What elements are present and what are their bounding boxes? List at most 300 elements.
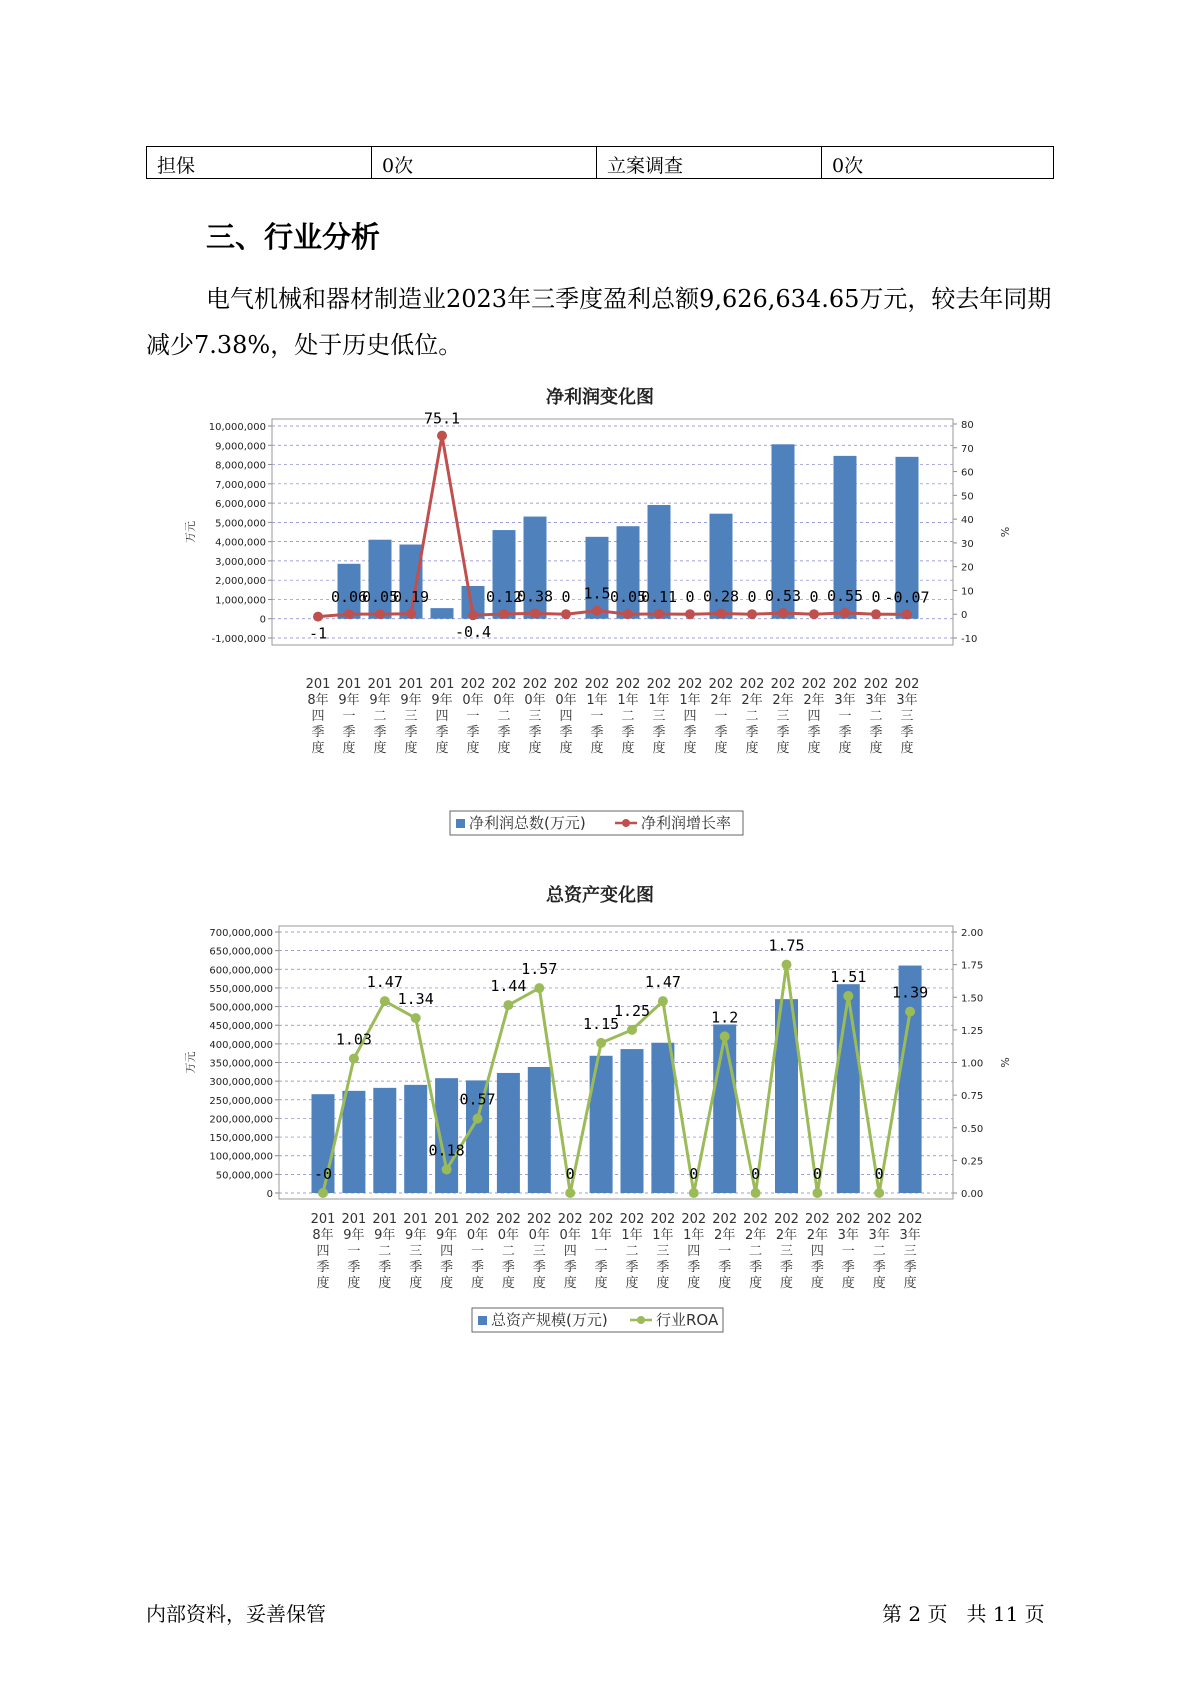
y-tick-label: 450,000,000: [209, 1021, 273, 1033]
y-tick-label: 1,000,000: [215, 595, 266, 607]
y2-tick-label: 60: [961, 467, 974, 479]
legend-bar-swatch: [478, 1316, 487, 1325]
net-profit-chart: [180, 385, 1040, 845]
x-tick-label: 度: [869, 741, 883, 756]
x-tick-label: 9年: [343, 1228, 365, 1243]
x-tick-label: 2年: [741, 693, 763, 708]
x-tick-label: 202: [522, 677, 548, 692]
x-tick-label: 202: [465, 1212, 490, 1227]
x-tick-label: 三: [779, 1244, 794, 1259]
data-label: 75.1: [423, 409, 461, 428]
x-tick-label: 9年: [400, 693, 422, 708]
table-cell: 担保: [147, 147, 372, 179]
x-tick-label: 季: [347, 1260, 361, 1275]
x-tick-label: 度: [749, 1276, 763, 1291]
x-tick-label: 度: [900, 741, 914, 756]
x-tick-label: 一: [470, 1244, 485, 1259]
y-tick-label: 700,000,000: [209, 928, 273, 939]
y2-axis-label: %: [998, 1057, 1011, 1068]
x-tick-label: 二: [745, 709, 759, 724]
legend-label: 总资产规模(万元): [491, 1311, 608, 1329]
table-cell: 0次: [372, 147, 597, 179]
x-tick-label: 季: [470, 1260, 485, 1275]
line-point: [318, 1188, 328, 1198]
data-label: 0: [871, 588, 881, 607]
x-tick-label: 季: [652, 725, 666, 740]
line-point: [782, 960, 792, 970]
analysis-paragraph: 电气机械和器材制造业2023年三季度盈利总额9,626,634.65万元，较去年同期减少7.38%，处于历史低位。: [146, 285, 1052, 359]
data-label: 1.34: [397, 990, 434, 1009]
line-point: [344, 609, 354, 619]
x-tick-label: 0年: [555, 693, 577, 708]
line-point: [654, 609, 664, 619]
data-label: 1.47: [644, 973, 681, 992]
x-tick-label: 三: [528, 709, 542, 724]
x-tick-label: 201: [372, 1212, 398, 1227]
bar: [528, 1067, 551, 1193]
y-tick-label: -1,000,000: [211, 634, 266, 645]
x-tick-label: 度: [563, 1276, 577, 1291]
y2-tick-label: 20: [961, 562, 974, 574]
x-tick-label: 三: [652, 709, 666, 724]
y-tick-label: 0: [259, 614, 266, 626]
y2-tick-label: 50: [961, 491, 974, 503]
data-label: 0: [874, 1165, 884, 1183]
line-point: [658, 996, 668, 1006]
x-tick-label: 一: [718, 1244, 732, 1259]
section-title: 三、行业分析: [206, 220, 381, 254]
line-point: [623, 609, 633, 619]
x-tick-label: 四: [807, 709, 821, 724]
y-tick-label: 8,000,000: [215, 460, 266, 472]
bar: [497, 1073, 520, 1193]
x-tick-label: 202: [770, 677, 796, 692]
x-tick-label: 202: [650, 1212, 676, 1227]
y2-tick-label: 1.25: [961, 1025, 984, 1037]
legend-label: 净利润增长率: [641, 814, 732, 832]
y-tick-label: 300,000,000: [209, 1077, 273, 1089]
x-tick-label: 季: [621, 725, 635, 740]
data-label: 1.15: [583, 1014, 620, 1033]
line-point: [561, 609, 571, 619]
x-tick-label: 季: [903, 1260, 917, 1275]
x-tick-label: 三: [532, 1244, 546, 1259]
x-tick-label: 季: [311, 725, 325, 740]
line-point: [380, 996, 390, 1006]
x-tick-label: 季: [869, 725, 883, 740]
y2-tick-label: 1.00: [961, 1058, 984, 1070]
x-tick-label: 度: [559, 741, 573, 756]
x-tick-label: 2年: [803, 693, 825, 708]
footer-confidential-note: 内部资料，妥善保管: [146, 1602, 326, 1626]
x-tick-label: 度: [625, 1276, 639, 1291]
data-label: 1.44: [490, 977, 527, 996]
x-tick-label: 202: [743, 1212, 769, 1227]
data-label: 0.05: [361, 588, 399, 607]
x-tick-label: 季: [501, 1260, 515, 1275]
y-tick-label: 3,000,000: [215, 556, 266, 568]
data-label: 1.03: [335, 1030, 372, 1049]
y-tick-label: 350,000,000: [209, 1058, 273, 1070]
x-tick-label: 季: [316, 1260, 330, 1275]
x-tick-label: 201: [336, 677, 362, 692]
x-tick-label: 季: [590, 725, 604, 740]
line-point: [313, 612, 323, 622]
data-label: 1.57: [521, 960, 558, 979]
x-tick-label: 度: [373, 741, 387, 756]
x-tick-label: 202: [804, 1212, 830, 1227]
x-tick-label: 三: [409, 1244, 423, 1259]
x-tick-label: 度: [311, 741, 325, 756]
data-label: -0.07: [884, 588, 930, 607]
x-tick-label: 季: [563, 1260, 577, 1275]
x-tick-label: 2年: [775, 1228, 798, 1243]
x-tick-label: 201: [429, 677, 455, 692]
x-tick-label: 季: [749, 1260, 763, 1275]
data-label: 0: [812, 1165, 822, 1183]
data-label: 1.5: [583, 584, 611, 603]
x-tick-label: 9年: [369, 693, 391, 708]
x-tick-label: 9年: [374, 1228, 396, 1243]
x-tick-label: 季: [528, 725, 542, 740]
x-tick-label: 度: [466, 741, 480, 756]
x-tick-label: 1年: [621, 1228, 643, 1243]
data-label: -0: [313, 1165, 333, 1183]
x-tick-label: 8年: [312, 1228, 334, 1243]
x-tick-label: 0年: [497, 1228, 520, 1243]
x-tick-label: 度: [683, 741, 697, 756]
x-tick-label: 1年: [648, 693, 670, 708]
x-tick-label: 度: [435, 741, 449, 756]
x-tick-label: 季: [683, 725, 697, 740]
x-tick-label: 四: [810, 1244, 824, 1259]
x-tick-label: 二: [872, 1244, 886, 1259]
footer-page-number: 第 2 页 共 11 页: [882, 1602, 1045, 1626]
x-tick-label: 季: [718, 1260, 732, 1275]
line-point: [902, 609, 912, 619]
line-point: [716, 609, 726, 619]
line-point: [905, 1007, 915, 1017]
data-label: 0.12: [485, 587, 523, 606]
data-label: 0.53: [764, 586, 802, 605]
x-tick-label: 202: [801, 677, 827, 692]
x-tick-label: 202: [557, 1212, 583, 1227]
x-tick-label: 1年: [590, 1228, 612, 1243]
line-point: [406, 609, 416, 619]
y2-tick-label: 0.00: [961, 1189, 984, 1200]
x-tick-label: 季: [342, 725, 356, 740]
x-tick-label: 度: [810, 1276, 824, 1291]
line-point: [473, 1114, 483, 1124]
x-tick-label: 度: [807, 741, 821, 756]
y-tick-label: 200,000,000: [209, 1114, 273, 1126]
x-tick-label: 1年: [617, 693, 639, 708]
x-tick-label: 三: [656, 1244, 670, 1259]
table-row: [147, 147, 1054, 179]
x-tick-label: 一: [590, 709, 604, 724]
y2-tick-label: 0.75: [961, 1091, 984, 1103]
line-point: [437, 431, 447, 441]
line-point: [534, 983, 544, 993]
data-label: -0.4: [454, 623, 492, 642]
line-point: [720, 1031, 730, 1041]
x-tick-label: 三: [900, 709, 914, 724]
y-tick-label: 0: [266, 1189, 273, 1200]
x-tick-label: 二: [621, 709, 635, 724]
x-tick-label: 3年: [865, 693, 887, 708]
x-tick-label: 0年: [528, 1228, 550, 1243]
x-tick-label: 202: [712, 1212, 738, 1227]
line-point: [596, 1038, 606, 1048]
y-tick-label: 650,000,000: [209, 946, 273, 958]
x-tick-label: 201: [434, 1212, 460, 1227]
x-tick-label: 201: [310, 1212, 336, 1227]
x-tick-label: 202: [588, 1212, 614, 1227]
x-tick-label: 季: [779, 1260, 794, 1275]
x-tick-label: 0年: [466, 1228, 489, 1243]
x-tick-label: 一: [841, 1244, 855, 1259]
line-point: [627, 1025, 637, 1035]
x-tick-label: 一: [342, 709, 356, 724]
x-tick-label: 202: [863, 677, 889, 692]
y2-tick-label: -10: [961, 634, 978, 645]
x-tick-label: 度: [838, 741, 852, 756]
data-label: 0.38: [516, 587, 554, 606]
x-tick-label: 度: [590, 741, 604, 756]
x-tick-label: 四: [683, 709, 697, 724]
bar: [837, 984, 860, 1193]
line-point: [689, 1188, 699, 1198]
x-tick-label: 二: [373, 709, 387, 724]
line-point: [874, 1188, 884, 1198]
y-tick-label: 550,000,000: [209, 983, 273, 995]
line-point: [747, 609, 757, 619]
x-tick-label: 一: [714, 709, 728, 724]
x-tick-label: 四: [440, 1244, 454, 1259]
x-tick-label: 201: [403, 1212, 429, 1227]
y-tick-label: 600,000,000: [209, 965, 273, 977]
y-tick-label: 500,000,000: [209, 1002, 273, 1014]
line-point: [871, 609, 881, 619]
line-point: [843, 991, 853, 1001]
x-tick-label: 季: [559, 725, 573, 740]
y-tick-label: 6,000,000: [215, 499, 266, 511]
line-point: [812, 1188, 822, 1198]
x-tick-label: 度: [718, 1276, 732, 1291]
x-tick-label: 1年: [679, 693, 701, 708]
x-tick-label: 3年: [834, 693, 856, 708]
x-tick-label: 202: [619, 1212, 645, 1227]
x-tick-label: 季: [810, 1260, 824, 1275]
data-label: 0: [751, 1165, 761, 1183]
bar: [373, 1088, 396, 1193]
x-tick-label: 202: [491, 677, 517, 692]
line-point: [499, 609, 509, 619]
y-tick-label: 10,000,000: [208, 422, 266, 433]
data-label: 0.57: [459, 1090, 496, 1109]
x-tick-label: 三: [776, 709, 790, 724]
x-tick-label: 202: [835, 1212, 861, 1227]
x-tick-label: 季: [409, 1260, 423, 1275]
line-point: [468, 610, 478, 620]
x-tick-label: 202: [866, 1212, 892, 1227]
x-tick-label: 度: [316, 1276, 330, 1291]
x-tick-label: 度: [903, 1276, 917, 1291]
data-label: 0.28: [702, 587, 740, 606]
x-tick-label: 202: [708, 677, 734, 692]
line-point: [751, 1188, 761, 1198]
x-tick-label: 四: [559, 709, 573, 724]
x-tick-label: 2年: [744, 1228, 767, 1243]
x-tick-label: 四: [311, 709, 325, 724]
line-point: [565, 1188, 575, 1198]
line-point: [375, 609, 385, 619]
data-label: -1: [308, 624, 328, 643]
x-tick-label: 季: [745, 725, 759, 740]
data-label: 0: [747, 588, 757, 607]
data-label: 1.47: [366, 973, 403, 992]
y2-tick-label: 40: [961, 515, 974, 527]
x-tick-label: 202: [615, 677, 641, 692]
bar: [342, 1091, 365, 1193]
x-tick-label: 季: [900, 725, 914, 740]
x-tick-label: 0年: [524, 693, 546, 708]
x-tick-label: 季: [807, 725, 821, 740]
y-axis-label: 万元: [184, 1051, 197, 1074]
x-tick-label: 四: [687, 1244, 701, 1259]
y2-tick-label: 0: [961, 610, 968, 622]
x-tick-label: 季: [532, 1260, 546, 1275]
x-tick-label: 一: [594, 1244, 608, 1259]
x-tick-label: 202: [460, 677, 486, 692]
x-tick-label: 度: [378, 1276, 392, 1291]
y-tick-label: 7,000,000: [215, 479, 266, 491]
data-label: 0: [561, 588, 571, 607]
x-tick-label: 度: [776, 741, 790, 756]
legend-line-marker: [622, 819, 630, 827]
x-tick-label: 季: [497, 725, 511, 740]
y-tick-label: 250,000,000: [209, 1095, 273, 1107]
y2-tick-label: 0.25: [961, 1156, 984, 1168]
x-tick-label: 季: [776, 725, 790, 740]
line-point: [442, 1165, 452, 1175]
x-tick-label: 202: [677, 677, 703, 692]
x-tick-label: 度: [404, 741, 418, 756]
x-tick-label: 202: [495, 1212, 521, 1227]
x-tick-label: 四: [563, 1244, 577, 1259]
line-point: [349, 1054, 359, 1064]
y-tick-label: 150,000,000: [209, 1133, 273, 1145]
line-point: [592, 606, 602, 616]
x-tick-label: 二: [501, 1244, 515, 1259]
y2-tick-label: 1.75: [961, 960, 984, 972]
x-tick-label: 二: [625, 1244, 639, 1259]
y2-tick-label: 70: [961, 443, 974, 455]
data-label: 1.39: [892, 983, 929, 1002]
x-tick-label: 度: [470, 1276, 485, 1291]
x-tick-label: 度: [656, 1276, 670, 1291]
y2-tick-label: 30: [961, 538, 974, 550]
data-label: 0: [689, 1165, 699, 1183]
y2-tick-label: 80: [961, 420, 974, 431]
x-tick-label: 季: [404, 725, 418, 740]
x-tick-label: 度: [745, 741, 759, 756]
x-tick-label: 度: [501, 1276, 515, 1291]
x-tick-label: 202: [681, 1212, 707, 1227]
line-point: [840, 608, 850, 618]
x-tick-label: 四: [316, 1244, 330, 1259]
data-label: 0.11: [640, 587, 678, 606]
y-tick-label: 2,000,000: [215, 576, 266, 588]
x-tick-label: 3年: [868, 1228, 890, 1243]
y-tick-label: 100,000,000: [209, 1151, 273, 1163]
x-tick-label: 三: [903, 1244, 917, 1259]
x-tick-label: 202: [526, 1212, 552, 1227]
x-tick-label: 一: [347, 1244, 361, 1259]
x-tick-label: 202: [897, 1212, 923, 1227]
bar: [404, 1085, 427, 1193]
y-tick-label: 50,000,000: [215, 1170, 273, 1182]
x-tick-label: 一: [838, 709, 852, 724]
data-label: 0.06: [330, 588, 368, 607]
line-point: [411, 1013, 421, 1023]
x-tick-label: 度: [440, 1276, 454, 1291]
x-tick-label: 0年: [462, 693, 484, 708]
line-point: [809, 609, 819, 619]
x-tick-label: 1年: [586, 693, 608, 708]
x-tick-label: 季: [872, 1260, 886, 1275]
x-tick-label: 季: [378, 1260, 392, 1275]
y2-tick-label: 1.50: [961, 993, 984, 1005]
line-point: [503, 1000, 513, 1010]
x-tick-label: 二: [869, 709, 883, 724]
x-tick-label: 202: [646, 677, 672, 692]
bar: [369, 540, 392, 619]
bar: [713, 1024, 736, 1193]
x-tick-label: 3年: [899, 1228, 921, 1243]
x-tick-label: 四: [435, 709, 449, 724]
x-tick-label: 度: [841, 1276, 855, 1291]
x-tick-label: 3年: [837, 1228, 859, 1243]
y-tick-label: 400,000,000: [209, 1039, 273, 1051]
x-tick-label: 度: [497, 741, 511, 756]
x-tick-label: 度: [714, 741, 728, 756]
x-tick-label: 9年: [431, 693, 453, 708]
chart-title: 净利润变化图: [546, 387, 654, 408]
x-tick-label: 8年: [307, 693, 329, 708]
x-tick-label: 季: [466, 725, 480, 740]
chart-title: 总资产变化图: [546, 885, 654, 906]
table-cell: 0次: [822, 147, 1054, 179]
data-label: 0.05: [609, 588, 647, 607]
x-tick-label: 201: [367, 677, 393, 692]
y-tick-label: 4,000,000: [215, 537, 266, 549]
legend-label: 净利润总数(万元): [469, 814, 586, 832]
x-tick-label: 二: [497, 709, 511, 724]
table-cell: 立案调查: [597, 147, 822, 179]
x-tick-label: 一: [466, 709, 480, 724]
data-label: 1.2: [711, 1008, 739, 1027]
x-tick-label: 9年: [405, 1228, 427, 1243]
x-tick-label: 度: [652, 741, 666, 756]
supervision-table: [146, 146, 1054, 179]
data-label: 1.25: [613, 1001, 651, 1020]
x-tick-label: 季: [594, 1260, 608, 1275]
y2-axis-label: %: [998, 526, 1011, 538]
x-tick-label: 季: [435, 725, 449, 740]
data-label: 0.19: [392, 587, 430, 606]
data-label: 0: [685, 588, 695, 607]
